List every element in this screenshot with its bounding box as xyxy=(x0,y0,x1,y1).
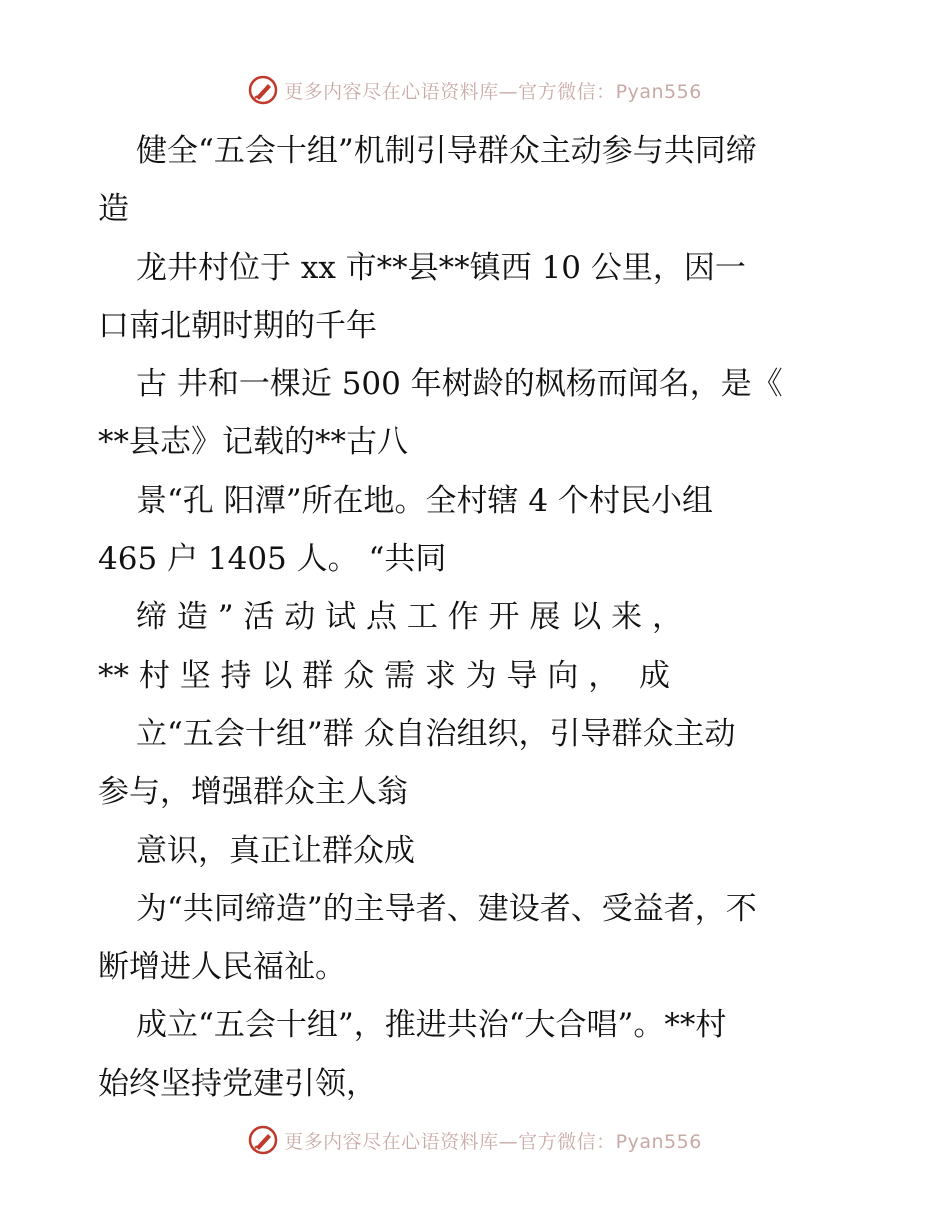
paragraph-line: 意识，真正让群众成 xyxy=(136,832,415,869)
paragraph-line: 参与，增强群众主人翁 xyxy=(98,774,408,811)
paragraph-line: 始终坚持党建引领， xyxy=(98,1065,377,1102)
paragraph-line: ** 村 坚 持 以 群 众 需 求 为 导 向 ， 成 xyxy=(98,657,670,694)
paragraph-line: 缔 造 ” 活 动 试 点 工 作 开 展 以 来 ， xyxy=(136,599,683,636)
paragraph-line: 为“共同缔造”的主导者、建设者、受益者，不 xyxy=(136,890,757,927)
quill-circle-icon xyxy=(248,75,278,105)
footer-banner xyxy=(0,1120,950,1160)
footer-banner-text: 更多内容尽在心语资料库—官方微信：Pyan556 xyxy=(284,1130,702,1153)
header-banner-text: 更多内容尽在心语资料库—官方微信：Pyan556 xyxy=(284,80,702,103)
paragraph-line: 龙井村位于 xx 市**县**镇西 10 公里，因一 xyxy=(136,249,746,286)
paragraph-line: 古 井和一棵近 500 年树龄的枫杨而闻名，是《 xyxy=(136,366,783,403)
title-line-1: 健全“五会十组”机制引导群众主动参与共同缔 xyxy=(136,133,757,169)
paragraph-line: 465 户 1405 人。 “共同 xyxy=(98,541,447,578)
header-banner xyxy=(0,70,950,110)
paragraph-line: 断增进人民福祉。 xyxy=(98,949,346,986)
paragraph-line: 口南北朝时期的千年 xyxy=(98,307,377,344)
paragraph-line: 成立“五会十组”，推进共治“大合唱”。**村 xyxy=(136,1007,727,1044)
paragraph-line: **县志》记载的**古八 xyxy=(98,424,408,461)
quill-circle-icon xyxy=(248,1125,278,1155)
paragraph-line: 立“五会十组”群 众自治组织，引导群众主动 xyxy=(136,715,736,752)
document-body xyxy=(98,122,858,1113)
paragraph-line: 景“孔 阳潭”所在地。全村辖 4 个村民小组 xyxy=(136,482,713,519)
title-line-2: 造 xyxy=(98,191,129,228)
